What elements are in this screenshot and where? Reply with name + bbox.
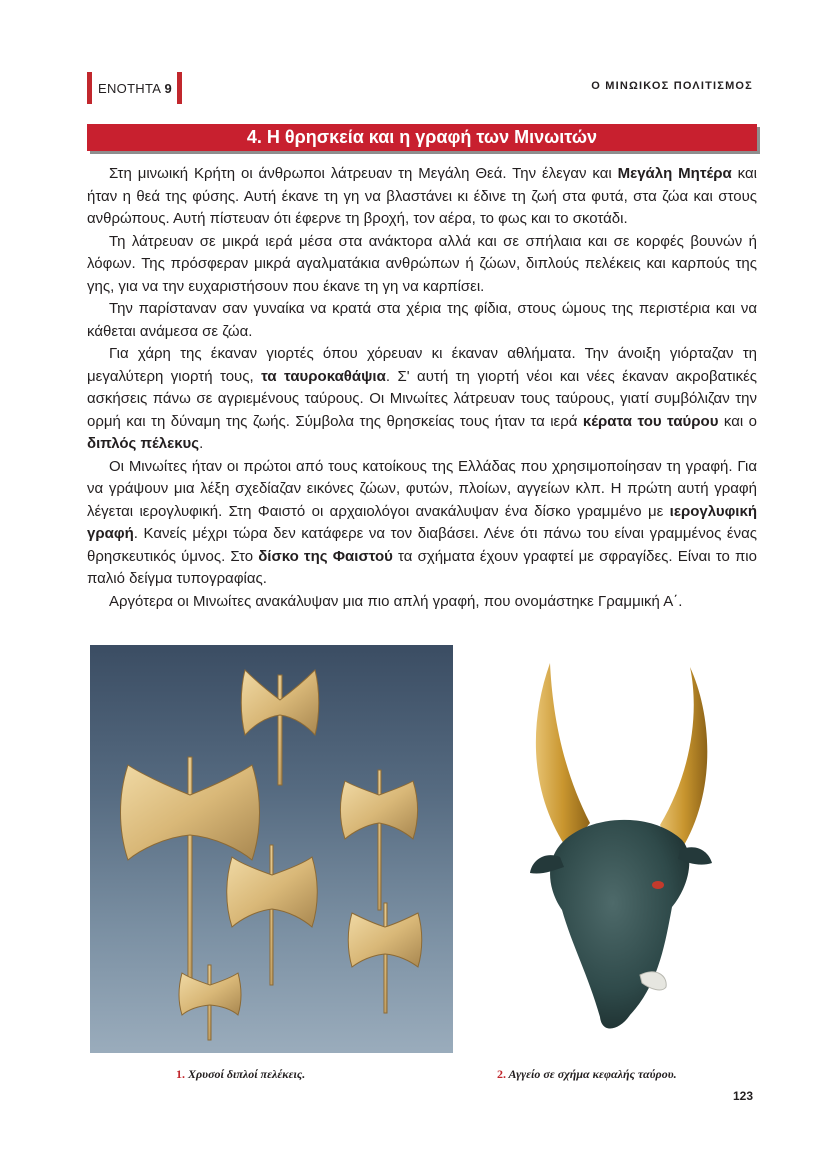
caption-figure-1: 1. Χρυσοί διπλοί πελέκεις. <box>176 1067 306 1081</box>
section-title: 4. Η θρησκεία και η γραφή των Μινωιτών <box>87 124 757 151</box>
eye-icon <box>652 881 664 889</box>
paragraph-4: Για χάρη της έκαναν γιορτές όπου χόρευαν κι έκαναν αθλήματα. Την άνοιξη γιόρταζαν τη μεγαλύτερη γιορτή τους, τα ταυροκαθάψια. Σ' αυτή τη γιορτή νέοι και νέες έκαναν ακροβατικές ασκήσεις πάνω σε αγριεμένους ταύρους. Οι Μινωίτες λάτρευαν τους ταύρους, γιατί συμβόλιζαν την ορμή και τη δύναμη της ζωής. Σύμβολα της θρησκείας τους ήταν τα ιερά κέρατα του ταύρου και ο διπλός πέλεκυς. <box>87 345 757 452</box>
chapter-header <box>87 72 182 104</box>
figure-double-axes <box>90 645 453 1053</box>
bull-head-icon <box>550 820 689 1029</box>
caption-figure-2: 2. Αγγείο σε σχήμα κεφαλής ταύρου. <box>497 1067 677 1081</box>
double-axe-icon <box>348 903 422 1013</box>
header-bar-right <box>177 72 182 104</box>
body-text <box>87 163 757 613</box>
double-axe-icon <box>341 770 418 910</box>
paragraph-1: Στη μινωική Κρήτη οι άνθρωποι λάτρευαν τη Μεγάλη Θεά. Την έλεγαν και Μεγάλη Μητέρα και ήταν η θεά της φύσης. Αυτή έκανε τη γη να βλαστάνει κι έδινε τη ζωή στα φυτά, στα ζώα και στους ανθρώπους. Αυτή πίστευαν ότι έφερνε τη βροχή, τον αέρα, το φως και το σκοτάδι. <box>87 165 757 227</box>
paragraph-3: Την παρίσταναν σαν γυναίκα να κρατά στα χέρια της φίδια, στους ώμους της περιστέρια και να κάθεται ανάμεσα σε ζώα. <box>87 300 757 340</box>
paragraph-2: Τη λάτρευαν σε μικρά ιερά μέσα στα ανάκτορα αλλά και σε σπήλαια και σε κορφές βουνών ή λόφων. Της πρόσφεραν μικρά αγαλματάκια ανθρώπων ή ζώων, διπλούς πελέκεις και καρπούς της γης, για να την ευχαριστήσουν που έκανε τη γη να καρπίσει. <box>87 232 757 295</box>
right-horn-icon <box>660 667 707 855</box>
page-number: 123 <box>732 1089 753 1103</box>
paragraph-5: Οι Μινωίτες ήταν οι πρώτοι από τους κατοίκους της Ελλάδας που χρησιμοποίησαν τη γραφή. Για να γράψουν μια λέξη σχεδίαζαν εικόνες ζώων, φυτών, πλοίων, αγγείων κλπ. Η πρώτη αυτή γραφή λέγεται ιερογλυφική. Στη Φαιστό οι αρχαιολόγοι ανακάλυψαν ένα δίσκο γραμμένο με ιερογλυφική γραφή. Κανείς μέχρι τώρα δεν κατάφερε να τον διαβάσει. Λένε ότι πάνω του είναι γραμμένος ένας θρησκευτικός ύμνος. Στο δίσκο της Φαιστού τα σχήματα έχουν γραφτεί με σφραγίδες. Είναι το πιο παλιό δείγμα τυπογραφίας. <box>87 457 757 587</box>
left-horn-icon <box>536 663 590 850</box>
double-axe-icon <box>227 845 318 985</box>
chapter-label: ΕΝΟΤΗΤΑ 9 <box>98 80 172 96</box>
running-title: Ο ΜΙΝΩΙΚΟΣ ΠΟΛΙΤΙΣΜΟΣ <box>591 80 753 92</box>
chapter-number: 9 <box>164 80 172 96</box>
paragraph-6: Αργότερα οι Μινωίτες ανακάλυψαν μια πιο απλή γραφή, που ονομάστηκε Γραμμική Α΄. <box>109 592 683 610</box>
double-axes-illustration <box>90 645 453 1053</box>
bull-head-illustration <box>490 645 745 1060</box>
double-axe-icon <box>179 965 241 1040</box>
figure-bull-head-rhyton <box>490 645 745 1060</box>
